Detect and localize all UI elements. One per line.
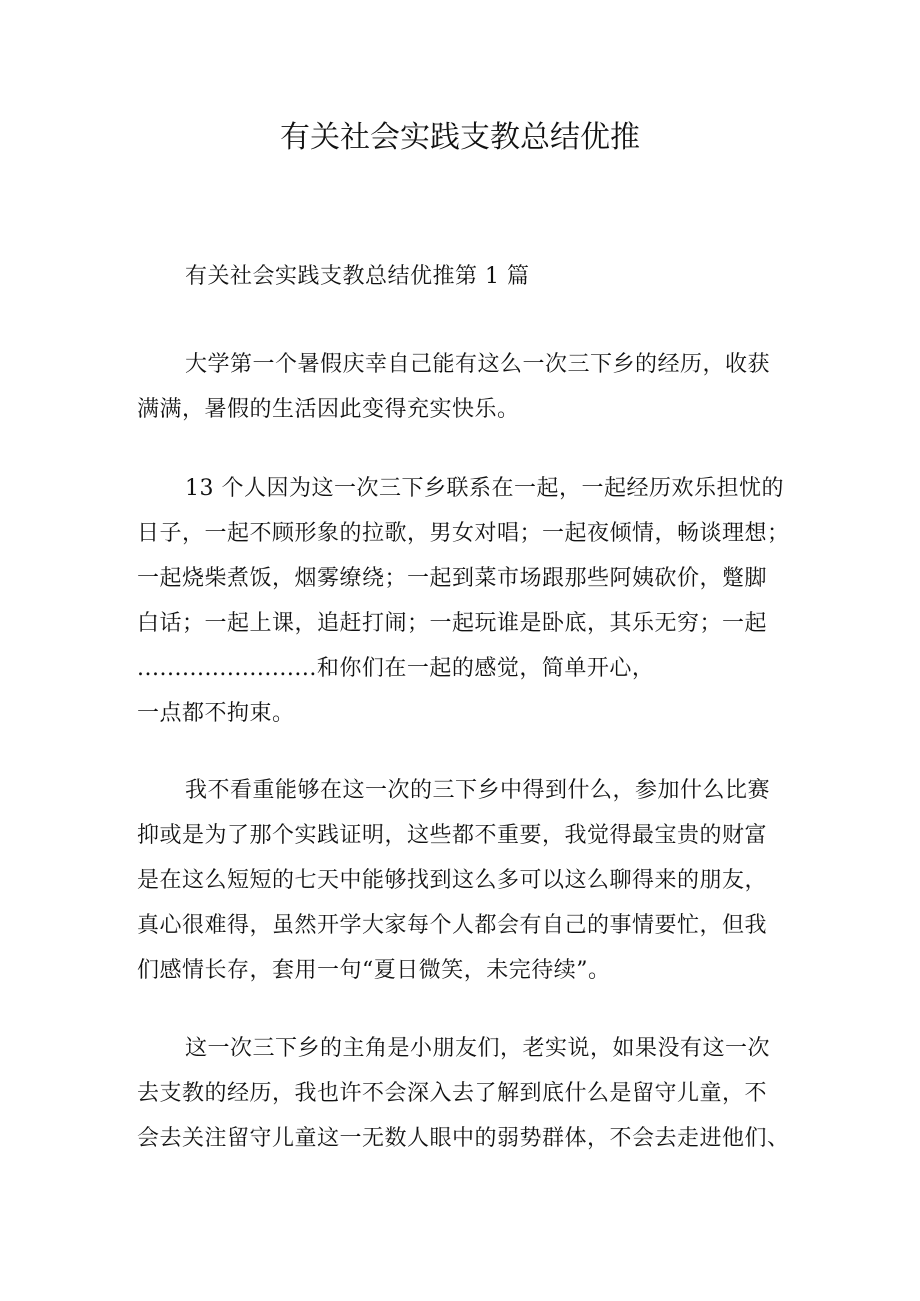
paragraph-1	[137, 342, 785, 432]
paragraph-line: 白话；一起上课，追赶打闹；一起玩谁是卧底，其乐无穷；一起	[137, 611, 768, 636]
paragraph-3	[137, 768, 785, 993]
section-heading: 有关社会实践支教总结优推第 1 篇	[185, 264, 530, 289]
paragraph-line: 大学第一个暑假庆幸自己能有这么一次三下乡的经历，收获	[185, 352, 771, 377]
paragraph-line: 们感情长存，套用一句“夏日微笑，未完待续”。	[137, 958, 611, 983]
paragraph-line: ........................和你们在一起的感觉，简单开心，	[137, 656, 655, 681]
paragraph-line: 13 个人因为这一次三下乡联系在一起，一起经历欢乐担忧的	[185, 476, 784, 501]
paragraph-2	[137, 466, 790, 736]
paragraph-line: 是在这么短短的七天中能够找到这么多可以这么聊得来的朋友，	[137, 868, 768, 893]
document-title: 有关社会实践支教总结优推	[280, 120, 640, 155]
paragraph-line: 一点都不拘束。	[137, 701, 295, 726]
paragraph-line: 一起烧柴煮饭，烟雾缭绕；一起到菜市场跟那些阿姨砍价，蹩脚	[137, 566, 768, 591]
paragraph-line: 真心很难得，虽然开学大家每个人都会有自己的事情要忙，但我	[137, 913, 768, 938]
paragraph-4	[137, 1026, 790, 1161]
paragraph-line: 我不看重能够在这一次的三下乡中得到什么，参加什么比赛	[185, 778, 771, 803]
paragraph-line: 抑或是为了那个实践证明，这些都不重要，我觉得最宝贵的财富	[137, 823, 768, 848]
paragraph-line: 日子，一起不顾形象的拉歌，男女对唱；一起夜倾情，畅谈理想；	[137, 521, 790, 546]
paragraph-line: 去支教的经历，我也许不会深入去了解到底什么是留守儿童，不	[137, 1081, 768, 1106]
paragraph-line: 满满，暑假的生活因此变得充实快乐。	[137, 397, 520, 422]
paragraph-line: 这一次三下乡的主角是小朋友们，老实说，如果没有这一次	[185, 1036, 771, 1061]
paragraph-line: 会去关注留守儿童这一无数人眼中的弱势群体，不会去走进他们、	[137, 1126, 790, 1151]
